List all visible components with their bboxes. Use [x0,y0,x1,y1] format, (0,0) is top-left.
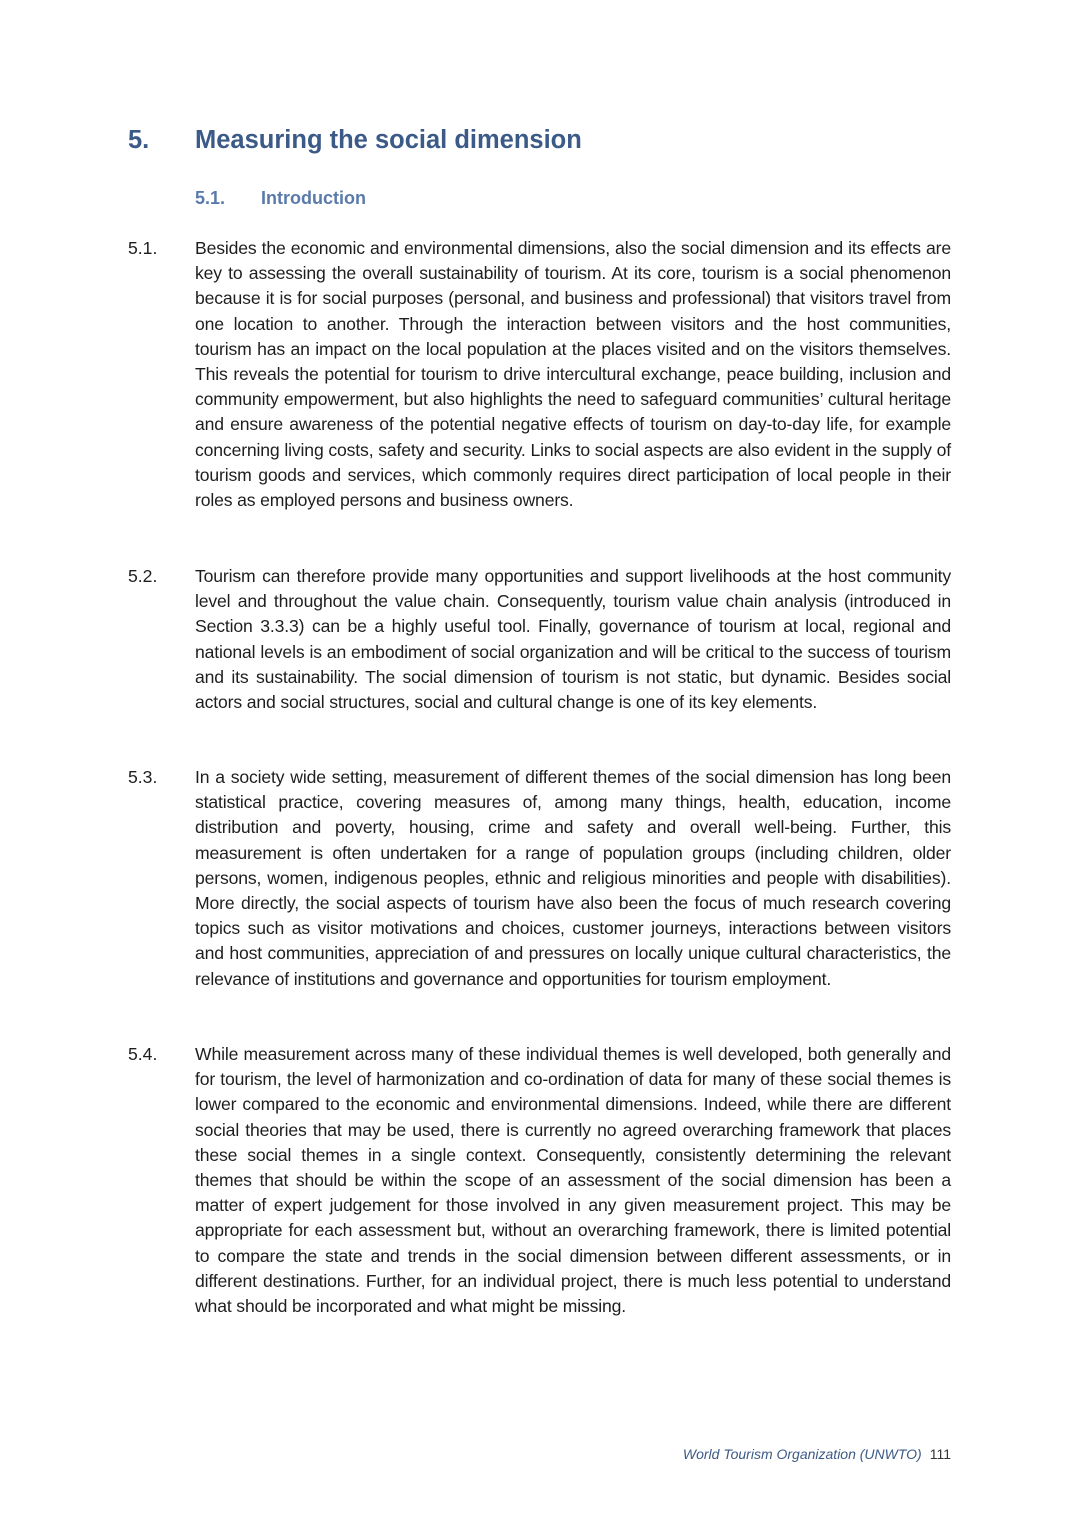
paragraph-text: In a society wide setting, measurement of different themes of the social dimension has long been statistical practice, covering measures of, among many things, health, education, income distribution and poverty, housing, crime and safety and overall well-being. Further, this measurement is often undertaken for a range of population groups (including children, older persons, women, indigenous peoples, ethnic and religious minorities and people with disabilities). More directly, the social aspects of tourism have also been the focus of much research covering topics such as visitor motivations and choices, customer journeys, interactions between visitors and host communities, appreciation of and pressures on locally unique cultural characteristics, the relevance of institutions and governance and opportunities for tourism employment. [195,767,951,989]
page-footer [683,1446,951,1462]
chapter-heading [128,126,582,155]
footer-organization: World Tourism Organization (UNWTO) [682,1446,922,1462]
section-title: Introduction [261,188,366,208]
paragraph-text: While measurement across many of these individual themes is well developed, both generally and for tourism, the level of harmonization and co-ordination of data for many of these social themes is lower compared to the economic and environmental dimensions. Indeed, while there are different social theories that may be used, there is currently no agreed overarching framework that places these social themes in a single context. Consequently, consistently determining the relevant themes that should be within the scope of an assessment of the social dimension has been a matter of expert judgement for those involved in any given measurement project. This may be appropriate for each assessment but, without an overarching framework, there is limited potential to compare the state and trends in the social dimension between different assessments, or in different destinations. Further, for an individual project, there is much less potential to understand what should be incorporated and what might be missing. [195,1044,951,1317]
paragraph-5-3 [128,765,951,992]
paragraph-5-1 [128,236,951,513]
chapter-title: Measuring the social dimension [195,126,582,154]
paragraph-text: Besides the economic and environmental dimensions, also the social dimension and its effects are key to assessing the overall sustainability of tourism. At its core, tourism is a social phenomenon because it is for social purposes (personal, and business and professional) that visitors travel from one location to another. Through the interaction between visitors and the host communities, tourism has an impact on the local population at the places visited and on the visitors themselves. This reveals the potential for tourism to drive intercultural exchange, peace building, inclusion and community empowerment, but also highlights the need to safeguard communities’ cultural heritage and ensure awareness of the potential negative effects of tourism on day-to-day life, for example concerning living costs, safety and security. Links to social aspects are also evident in the supply of tourism goods and services, which commonly requires direct participation of local people in their roles as employed persons and business owners. [195,238,951,511]
paragraph-text: Tourism can therefore provide many opportunities and support livelihoods at the host community level and throughout the value chain. Consequently, tourism value chain analysis (introduced in Section 3.3.3) can be a highly useful tool. Finally, governance of tourism at local, regional and national levels is an embodiment of social organization and will be critical to the success of tourism and its sustainability. The social dimension of tourism is not static, but dynamic. Besides social actors and social structures, social and cultural change is one of its key elements. [195,566,951,713]
paragraph-number: 5.4. [128,1044,158,1064]
paragraph-number: 5.2. [128,566,158,586]
paragraph-5-4 [128,1042,951,1319]
section-number: 5.1. [195,188,226,208]
paragraph-number: 5.1. [128,238,158,258]
paragraph-5-2 [128,564,951,715]
section-heading [195,188,366,209]
paragraph-number: 5.3. [128,767,158,787]
page-number: 111 [929,1446,951,1462]
chapter-number: 5. [128,126,150,154]
